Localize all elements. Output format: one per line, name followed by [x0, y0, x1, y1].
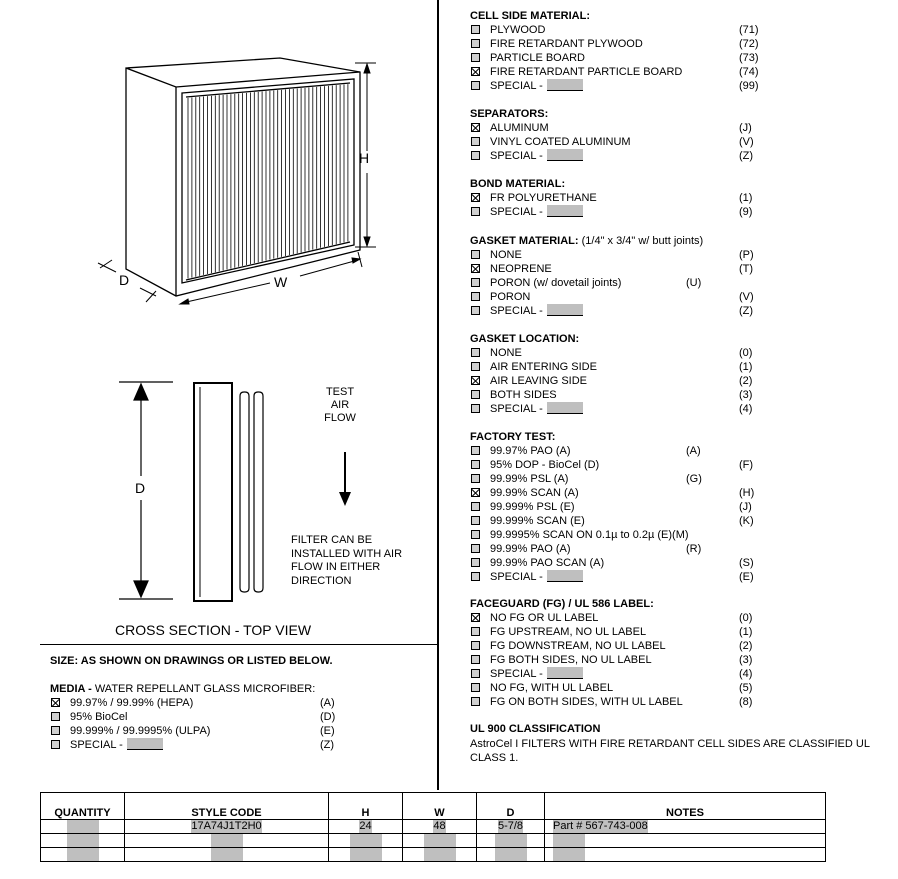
- option-code: (9): [739, 206, 753, 218]
- option-code: (E): [320, 725, 335, 737]
- checkbox-icon[interactable]: [471, 683, 480, 692]
- option-label: PLYWOOD: [490, 24, 546, 36]
- special-blank-field[interactable]: [547, 79, 583, 91]
- checkbox-icon[interactable]: [471, 460, 480, 469]
- checkbox-icon[interactable]: [471, 572, 480, 581]
- option-code: (U): [686, 277, 702, 289]
- checked-box-icon[interactable]: [471, 488, 480, 497]
- option-label: 99.97% PAO (A): [490, 445, 571, 457]
- option-code: (0): [739, 612, 753, 624]
- checkbox-icon[interactable]: [471, 306, 480, 315]
- option-code: (J): [739, 501, 752, 513]
- ul900-text: AstroCel I FILTERS WITH FIRE RETARDANT CELL SIDES ARE CLASSIFIED UL CLASS 1.: [470, 738, 870, 764]
- option-label: FIRE RETARDANT PLYWOOD: [490, 38, 643, 50]
- table-header: H: [329, 793, 403, 820]
- option-label: FR POLYURETHANE: [490, 192, 597, 204]
- option-label: AIR ENTERING SIDE: [490, 361, 597, 373]
- option-row[interactable]: [470, 262, 880, 276]
- option-row[interactable]: [470, 205, 880, 219]
- checkbox-icon[interactable]: [471, 278, 480, 287]
- option-row[interactable]: [470, 346, 880, 360]
- option-code: (1): [739, 626, 753, 638]
- table-cell[interactable]: [125, 820, 329, 834]
- option-code: (K): [739, 515, 754, 527]
- option-label: SPECIAL -: [490, 79, 583, 93]
- option-code: (99): [739, 80, 759, 92]
- table-cell[interactable]: [403, 848, 477, 862]
- table-cell[interactable]: [41, 848, 125, 862]
- option-row[interactable]: [470, 121, 880, 135]
- table-header: STYLE CODE: [125, 793, 329, 820]
- table-cell[interactable]: [477, 820, 545, 834]
- checkbox-icon[interactable]: [471, 53, 480, 62]
- section-divider: [40, 644, 437, 645]
- option-row[interactable]: [470, 51, 880, 65]
- table-header: D: [477, 793, 545, 820]
- column-divider: [437, 0, 439, 790]
- section-d-label: D: [135, 480, 146, 496]
- option-code: (1): [739, 192, 753, 204]
- table-cell[interactable]: [329, 820, 403, 834]
- option-group: [470, 178, 880, 219]
- option-code: (0): [739, 347, 753, 359]
- option-label: FG DOWNSTREAM, NO UL LABEL: [490, 640, 666, 652]
- special-blank-field[interactable]: [547, 304, 583, 316]
- table-cell[interactable]: [41, 834, 125, 848]
- table-cell[interactable]: [329, 848, 403, 862]
- option-row[interactable]: [470, 79, 880, 93]
- checkbox-icon[interactable]: [471, 446, 480, 455]
- checkbox-icon[interactable]: [471, 39, 480, 48]
- checkbox-icon[interactable]: [471, 151, 480, 160]
- checkbox-icon[interactable]: [471, 697, 480, 706]
- checkbox-icon[interactable]: [471, 641, 480, 650]
- option-label: NONE: [490, 249, 522, 261]
- option-code: (D): [320, 711, 336, 723]
- option-code: (5): [739, 682, 753, 694]
- option-row[interactable]: [470, 37, 880, 51]
- option-row[interactable]: [470, 653, 880, 667]
- option-label: 99.99% PAO (A): [490, 543, 571, 555]
- option-label: 99.999% / 99.9995% (ULPA): [70, 725, 211, 737]
- checkbox-icon[interactable]: [471, 207, 480, 216]
- table-cell[interactable]: [403, 834, 477, 848]
- checkbox-icon[interactable]: [51, 726, 60, 735]
- table-row: [41, 834, 826, 848]
- option-row[interactable]: [470, 472, 880, 486]
- option-label: NO FG, WITH UL LABEL: [490, 682, 614, 694]
- option-label: 99.9995% SCAN ON 0.1µ to 0.2µ (E)(M): [490, 529, 689, 541]
- special-blank-field[interactable]: [547, 667, 583, 679]
- option-code: (V): [739, 136, 754, 148]
- option-row[interactable]: [470, 695, 880, 709]
- table-header: W: [403, 793, 477, 820]
- checkbox-icon[interactable]: [471, 81, 480, 90]
- option-label: VINYL COATED ALUMINUM: [490, 136, 631, 148]
- checked-box-icon[interactable]: [471, 67, 480, 76]
- option-row[interactable]: [470, 528, 880, 542]
- option-label: 99.99% PAO SCAN (A): [490, 557, 605, 569]
- group-heading: CELL SIDE MATERIAL:: [470, 10, 590, 22]
- option-label: FG BOTH SIDES, NO UL LABEL: [490, 654, 652, 666]
- checkbox-icon[interactable]: [471, 250, 480, 259]
- cell-value: 17A74J1T2H0: [191, 820, 262, 832]
- option-row[interactable]: [470, 458, 880, 472]
- option-code: (G): [686, 473, 702, 485]
- option-row[interactable]: [470, 625, 880, 639]
- option-code: (P): [739, 249, 754, 261]
- cell-value: [67, 820, 99, 833]
- checkbox-icon[interactable]: [471, 348, 480, 357]
- checkbox-icon[interactable]: [471, 558, 480, 567]
- table-cell[interactable]: [41, 820, 125, 834]
- option-label: NO FG OR UL LABEL: [490, 612, 599, 624]
- table-cell[interactable]: [125, 834, 329, 848]
- option-code: (3): [739, 389, 753, 401]
- media-group: [50, 683, 350, 752]
- spec-table: [40, 792, 826, 862]
- checkbox-icon[interactable]: [51, 740, 60, 749]
- checked-box-icon[interactable]: [471, 123, 480, 132]
- option-row[interactable]: [50, 724, 350, 738]
- cell-value: [350, 848, 382, 861]
- cell-value: [211, 848, 243, 861]
- checkbox-icon[interactable]: [471, 655, 480, 664]
- cross-section-title: CROSS SECTION - TOP VIEW: [115, 622, 312, 638]
- table-header: NOTES: [545, 793, 826, 820]
- checkbox-icon[interactable]: [471, 530, 480, 539]
- table-header: QUANTITY: [41, 793, 125, 820]
- option-label: SPECIAL -: [490, 667, 583, 681]
- option-group: [470, 108, 880, 163]
- option-label: SPECIAL -: [70, 738, 163, 752]
- option-label: SPECIAL -: [490, 570, 583, 584]
- table-cell[interactable]: [477, 834, 545, 848]
- special-blank-field[interactable]: [127, 738, 163, 750]
- option-row[interactable]: [470, 65, 880, 79]
- option-row[interactable]: [470, 290, 880, 304]
- option-code: (H): [739, 487, 755, 499]
- checkbox-icon[interactable]: [51, 712, 60, 721]
- option-label: NEOPRENE: [490, 263, 552, 275]
- option-row[interactable]: [50, 738, 350, 752]
- option-row[interactable]: [470, 304, 880, 318]
- option-code: (2): [739, 640, 753, 652]
- option-row[interactable]: [470, 500, 880, 514]
- option-code: (2): [739, 375, 753, 387]
- checked-box-icon[interactable]: [471, 264, 480, 273]
- option-row[interactable]: [470, 149, 880, 163]
- cell-value: [67, 848, 99, 861]
- option-group: [470, 431, 880, 584]
- cell-value: 24: [359, 820, 372, 832]
- option-label: 95% DOP - BioCel (D): [490, 459, 600, 471]
- table-cell[interactable]: [545, 834, 826, 848]
- cell-value: Part # 567-743-008: [553, 820, 648, 832]
- table-cell[interactable]: [329, 834, 403, 848]
- option-row[interactable]: [470, 402, 880, 416]
- option-row[interactable]: [470, 444, 880, 458]
- option-row[interactable]: [470, 514, 880, 528]
- cell-value: [424, 834, 456, 847]
- option-code: (3): [739, 654, 753, 666]
- checkbox-icon[interactable]: [471, 544, 480, 553]
- table-cell[interactable]: [477, 848, 545, 862]
- group-heading: BOND MATERIAL:: [470, 178, 566, 190]
- option-code: (Z): [739, 305, 754, 317]
- table-row: [41, 820, 826, 834]
- special-blank-field[interactable]: [547, 149, 583, 161]
- option-row[interactable]: [50, 696, 350, 710]
- checkbox-icon[interactable]: [471, 502, 480, 511]
- option-row[interactable]: [470, 248, 880, 262]
- option-label: 99.999% PSL (E): [490, 501, 575, 513]
- option-row[interactable]: [470, 191, 880, 205]
- checkbox-icon[interactable]: [471, 137, 480, 146]
- option-code: (R): [686, 543, 702, 555]
- option-label: SPECIAL -: [490, 304, 583, 318]
- airflow-label: TEST AIR FLOW: [324, 386, 356, 424]
- option-label: FIRE RETARDANT PARTICLE BOARD: [490, 66, 683, 78]
- table-cell[interactable]: [125, 848, 329, 862]
- checkbox-icon[interactable]: [471, 627, 480, 636]
- option-row[interactable]: [470, 276, 880, 290]
- cell-value: [495, 848, 527, 861]
- checkbox-icon[interactable]: [471, 516, 480, 525]
- option-label: PORON: [490, 291, 531, 303]
- option-row[interactable]: [470, 556, 880, 570]
- option-label: 95% BioCel: [70, 711, 128, 723]
- group-heading: SEPARATORS:: [470, 108, 549, 120]
- option-row[interactable]: [470, 486, 880, 500]
- option-label: BOTH SIDES: [490, 389, 557, 401]
- option-row[interactable]: [470, 570, 880, 584]
- option-code: (72): [739, 38, 759, 50]
- option-row[interactable]: [470, 360, 880, 374]
- cell-value: [495, 834, 527, 847]
- table-cell[interactable]: [545, 848, 826, 862]
- table-cell[interactable]: [545, 820, 826, 834]
- option-label: 99.99% SCAN (A): [490, 487, 579, 499]
- option-label: FG UPSTREAM, NO UL LABEL: [490, 626, 647, 638]
- option-code: (F): [739, 459, 754, 471]
- option-group: [470, 235, 880, 318]
- option-label: SPECIAL -: [490, 205, 583, 219]
- group-heading: GASKET MATERIAL: (1/4" x 3/4" w/ butt joints): [470, 235, 704, 247]
- cell-value: [67, 834, 99, 847]
- checked-box-icon[interactable]: [471, 376, 480, 385]
- install-note: FILTER CAN BE INSTALLED WITH AIR FLOW IN EITHER DIRECTION: [291, 534, 403, 587]
- option-code: (V): [739, 291, 754, 303]
- group-heading: FACTORY TEST:: [470, 431, 556, 443]
- option-code: (S): [739, 557, 754, 569]
- checkbox-icon[interactable]: [471, 362, 480, 371]
- option-code: (1): [739, 361, 753, 373]
- option-row[interactable]: [470, 388, 880, 402]
- option-row[interactable]: [470, 542, 880, 556]
- checkbox-icon[interactable]: [471, 474, 480, 483]
- media-heading: MEDIA - WATER REPELLANT GLASS MICROFIBER:: [50, 683, 316, 695]
- option-label: ALUMINUM: [490, 122, 549, 134]
- option-code: (73): [739, 52, 759, 64]
- cell-value: [350, 834, 382, 847]
- option-row[interactable]: [50, 710, 350, 724]
- size-note: SIZE: AS SHOWN ON DRAWINGS OR LISTED BELOW.: [50, 655, 333, 667]
- group-heading: GASKET LOCATION:: [470, 333, 580, 345]
- option-group: [470, 10, 880, 93]
- cell-value: 5-7/8: [497, 820, 524, 832]
- option-code: (71): [739, 24, 759, 36]
- option-row[interactable]: [470, 23, 880, 37]
- option-row[interactable]: [470, 374, 880, 388]
- option-code: (Z): [320, 739, 335, 751]
- filter-isometric-drawing: [90, 55, 380, 310]
- option-code: (8): [739, 696, 753, 708]
- checked-box-icon[interactable]: [471, 193, 480, 202]
- option-row[interactable]: [470, 639, 880, 653]
- checkbox-icon[interactable]: [471, 292, 480, 301]
- option-label: PARTICLE BOARD: [490, 52, 585, 64]
- option-label: 99.99% PSL (A): [490, 473, 569, 485]
- checkbox-icon[interactable]: [471, 25, 480, 34]
- dimension-d-label: D: [119, 272, 130, 288]
- option-row[interactable]: [470, 135, 880, 149]
- option-label: SPECIAL -: [490, 402, 583, 416]
- ul900-title: UL 900 CLASSIFICATION: [470, 723, 601, 735]
- option-code: (A): [320, 697, 335, 709]
- cell-value: [553, 848, 585, 861]
- cell-value: [211, 834, 243, 847]
- option-label: 99.97% / 99.99% (HEPA): [70, 697, 194, 709]
- option-label: PORON (w/ dovetail joints): [490, 277, 622, 289]
- dimension-w-label: W: [274, 274, 288, 290]
- option-code: (4): [739, 403, 753, 415]
- option-code: (74): [739, 66, 759, 78]
- option-code: (T): [739, 263, 754, 275]
- checkbox-icon[interactable]: [471, 404, 480, 413]
- cell-value: [553, 834, 585, 847]
- cell-value: 48: [433, 820, 446, 832]
- option-code: (E): [739, 571, 754, 583]
- table-row: [41, 848, 826, 862]
- cell-value: [424, 848, 456, 861]
- option-group: [470, 333, 880, 416]
- airflow-arrow-icon: [337, 452, 353, 508]
- option-label: SPECIAL -: [490, 149, 583, 163]
- dimension-h-label: H: [359, 150, 370, 166]
- option-code: (4): [739, 668, 753, 680]
- checked-box-icon[interactable]: [51, 698, 60, 707]
- special-blank-field[interactable]: [547, 570, 583, 582]
- option-label: NONE: [490, 347, 522, 359]
- table-cell[interactable]: [403, 820, 477, 834]
- checkbox-icon[interactable]: [471, 390, 480, 399]
- option-code: (J): [739, 122, 752, 134]
- option-label: FG ON BOTH SIDES, WITH UL LABEL: [490, 696, 683, 708]
- option-row[interactable]: [470, 611, 880, 625]
- option-row[interactable]: [470, 681, 880, 695]
- option-code: (A): [686, 445, 701, 457]
- option-group: [470, 598, 880, 709]
- option-code: (Z): [739, 150, 754, 162]
- option-row[interactable]: [470, 667, 880, 681]
- special-blank-field[interactable]: [547, 402, 583, 414]
- group-heading: FACEGUARD (FG) / UL 586 LABEL:: [470, 598, 654, 610]
- checked-box-icon[interactable]: [471, 613, 480, 622]
- option-label: 99.999% SCAN (E): [490, 515, 585, 527]
- checkbox-icon[interactable]: [471, 669, 480, 678]
- option-label: AIR LEAVING SIDE: [490, 375, 587, 387]
- special-blank-field[interactable]: [547, 205, 583, 217]
